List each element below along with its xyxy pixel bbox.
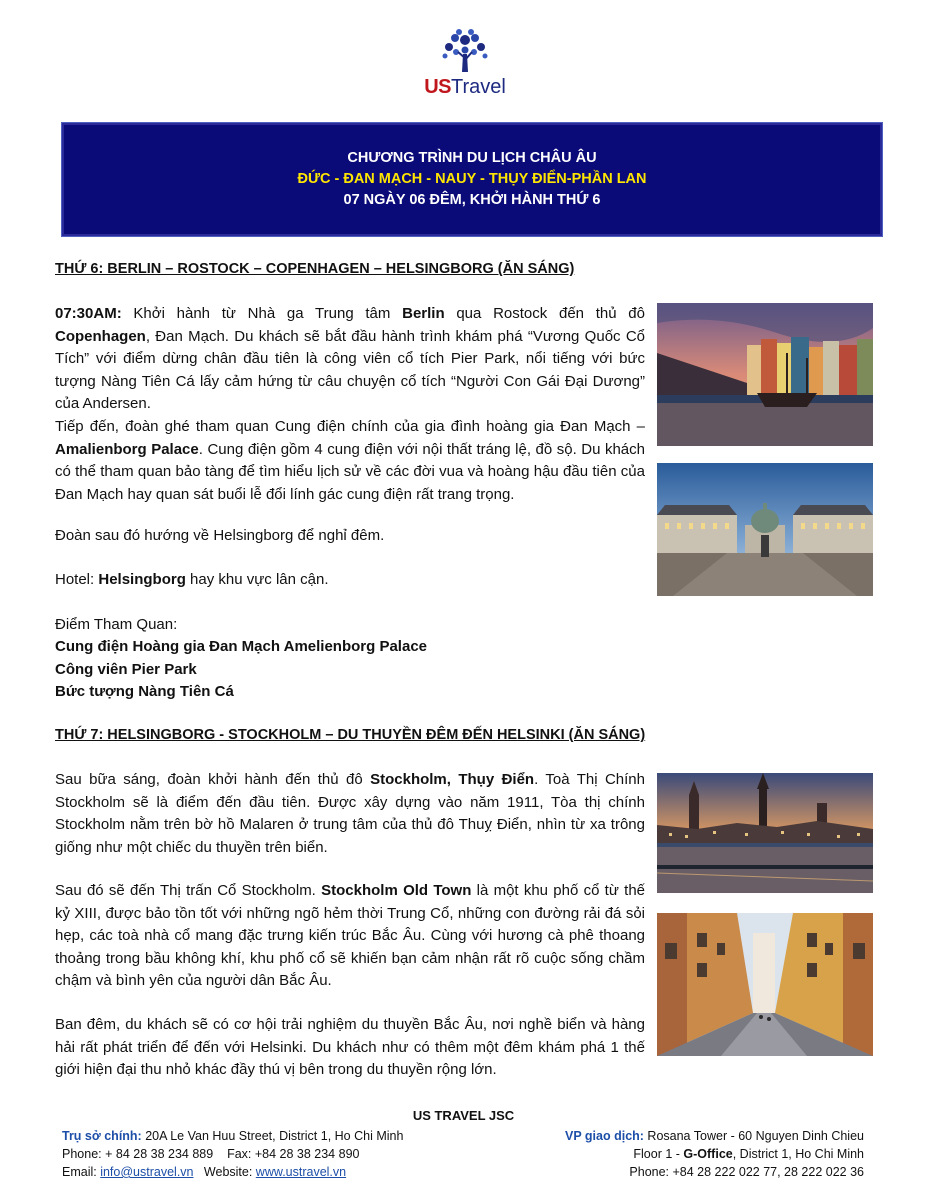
day2-old-town: Stockholm Old Town [321, 882, 472, 899]
footer-office [565, 1127, 864, 1181]
office-district: , District 1, Ho Chi Minh [732, 1147, 864, 1161]
day1-p2-text-c: . Cung điện gồm 4 cung điện với nội thất tráng lệ, đồ sộ. Du khách có thể tham quan bảo tàng để tìm hiểu lịch sử về các đời vua và hoàng hậu đầu tiên của Đan Mạch hay quan sát buổi lễ đổi lính gác cung điện rất trang trọng. [55, 440, 645, 503]
banner-countries: ĐỨC - ĐAN MẠCH - NAUY - THỤY ĐIỂN-PHẦN LAN [297, 171, 647, 187]
amalienborg-photo [657, 463, 873, 596]
sight-palace: Cung điện Hoàng gia Đan Mạch Amelienborg Palace [55, 638, 428, 655]
office-address: Rosana Tower - 60 Nguyen Dinh Chieu [643, 1129, 864, 1143]
hq-address-line [62, 1127, 403, 1145]
office-label: VP giao dịch: [565, 1129, 644, 1143]
day1-sight-item [55, 659, 197, 682]
day2-stockholm: Stockholm, Thụy Điển [370, 771, 535, 788]
footer-company: US TRAVEL JSC [412, 1108, 515, 1123]
day1-amalienborg: Amalienborg Palace [55, 440, 199, 458]
day1-sight-item [55, 636, 427, 659]
day1-hotel [55, 569, 329, 592]
hotel-rest: hay khu vực lân cận. [185, 571, 329, 588]
logo-wordmark [410, 76, 520, 99]
day2-paragraph-1 [55, 769, 645, 859]
office-floor: Floor 1 - [633, 1147, 684, 1161]
day2-p2-text-c: là một khu phố cổ từ thế kỷ XIII, được bảo tồn tốt với những ngõ hẻm thời Trung Cổ, những con đường rải đá sỏi hẹp, các toà nhà cổ mang đặc trưng kiến trúc Bắc Âu. Cùng với hương cà phê thoang thoảng trong bầu không khí, khu phố cổ sẽ khiến bạn cảm nhận rất rõ cuộc sống chầm chậm và bình yên của người dân Bắc Âu. [55, 882, 645, 990]
program-banner [62, 123, 882, 236]
hq-label: Trụ sở chính: [62, 1129, 142, 1143]
website-label: Website: [193, 1165, 256, 1179]
hotel-label: Hotel: [55, 571, 99, 588]
office-address-line [565, 1127, 864, 1145]
stockholm-old-town-photo [657, 913, 873, 1056]
day2-p1-text-a: Sau bữa sáng, đoàn khởi hành đến thủ đô [55, 771, 371, 788]
logo-travel-text: Travel [450, 76, 506, 98]
footer-headquarters [62, 1127, 403, 1181]
hq-phone-fax: Phone: + 84 28 38 234 889 Fax: +84 28 38 234 890 [62, 1147, 360, 1161]
day1-sights-label: Điểm Tham Quan: [55, 616, 178, 633]
day1-sight-item [55, 681, 234, 704]
office-name: G-Office [683, 1147, 733, 1161]
hq-contact-line [62, 1163, 403, 1181]
day1-p2-text-a: Tiếp đến, đoàn ghé tham quan Cung điện chính của gia đình hoàng gia Đan Mạch – [55, 418, 645, 435]
day1-p1-text-e: , Đan Mạch. Du khách sẽ bắt đầu hành trình khám phá “Vương Quốc Cổ Tích” với điểm dừng chân đầu tiên là công viên cổ tích Pier Park, nổi tiếng với bức tượng Nàng Tiên Cá lấy cảm hứng từ câu chuyện cổ tích “Người Con Gái Đại Dương” của Andersen. [55, 327, 645, 413]
nyhavn-photo [657, 303, 873, 446]
sight-mermaid: Bức tượng Nàng Tiên Cá [55, 683, 234, 700]
email-link[interactable]: info@ustravel.vn [100, 1165, 194, 1179]
website-link[interactable]: www.ustravel.vn [255, 1165, 347, 1179]
day1-title: THỨ 6: BERLIN – ROSTOCK – COPENHAGEN – HELSINGBORG (ĂN SÁNG) [55, 261, 575, 277]
day2-paragraph-2 [55, 880, 645, 993]
day2-paragraph-3: Ban đêm, du khách sẽ có cơ hội trải nghiệm du thuyền Bắc Âu, nơi nghề biển và hàng hải rất phát triển để đến với Helsinki. Du khách như có thêm một đêm khám phá 1 thế giới hiện đại thu nhỏ khác đầy thú vị bên trong du thuyền rộng lớn. [55, 1016, 645, 1079]
banner-duration: 07 NGÀY 06 ĐÊM, KHỞI HÀNH THỨ 6 [343, 192, 601, 208]
day2-p1-text-c: . Toà Thị Chính Stockholm sẽ là điểm đến đầu tiên. Được xây dựng vào năm 1911, Tòa thị chính Stockholm nằm trên bờ hồ Malaren ở trung tâm của thủ đô Thuỵ Điển, nhìn từ xa trông giống như một chiếc du thuyền trên biển. [55, 771, 645, 856]
day2-title: THỨ 7: HELSINGBORG - STOCKHOLM – DU THUYỀN ĐÊM ĐẾN HELSINKI (ĂN SÁNG) [55, 727, 646, 743]
hq-address: 20A Le Van Huu Street, District 1, Ho Chi Minh [141, 1129, 404, 1143]
day1-p1-text-a: Khởi hành từ Nhà ga Trung tâm [121, 305, 403, 322]
day1-paragraph-2 [55, 416, 645, 506]
banner-title: CHƯƠNG TRÌNH DU LỊCH CHÂU ÂU [347, 150, 597, 166]
day1-p1-text-c: qua Rostock đến thủ đô [444, 305, 645, 322]
logo-us-text: US [424, 76, 451, 98]
us-travel-logo [410, 28, 520, 100]
hotel-name: Helsingborg [98, 571, 186, 588]
stockholm-city-hall-photo [657, 773, 873, 893]
day1-time: 07:30AM: [55, 305, 122, 322]
day1-paragraph-1 [55, 303, 645, 416]
day2-p2-text-a: Sau đó sẽ đến Thị trấn Cổ Stockholm. [55, 882, 322, 899]
office-phone: Phone: +84 28 222 022 77, 28 222 022 36 [629, 1165, 864, 1179]
day1-berlin: Berlin [402, 305, 445, 322]
tree-logo-icon [439, 28, 491, 74]
sight-pier-park: Công viên Pier Park [55, 661, 197, 678]
day1-paragraph-3: Đoàn sau đó hướng về Helsingborg để nghỉ đêm. [55, 527, 385, 544]
email-label: Email: [62, 1165, 101, 1179]
day1-copenhagen: Copenhagen [55, 327, 146, 345]
office-floor-line [565, 1145, 864, 1163]
